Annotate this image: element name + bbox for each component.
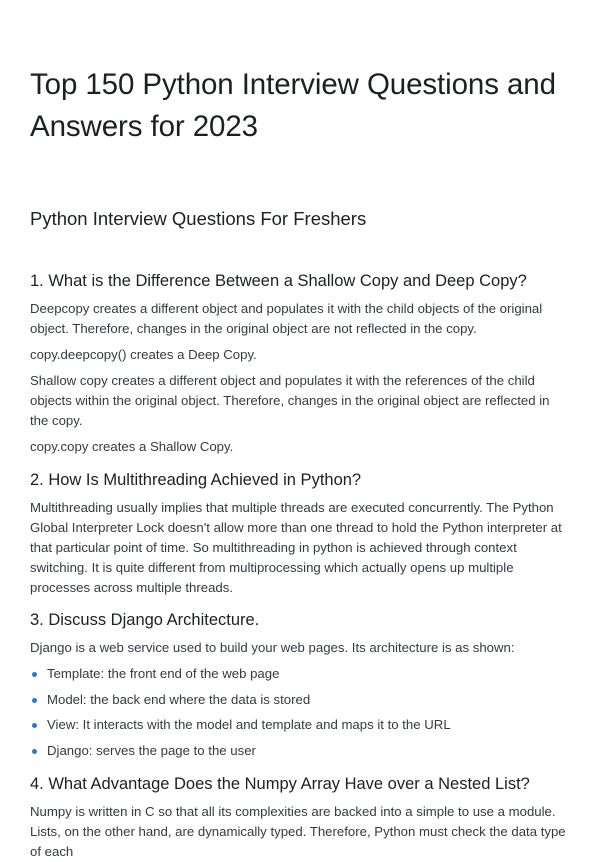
question-heading: 4. What Advantage Does the Numpy Array Have over a Nested List? <box>30 774 530 793</box>
section-subtitle: Python Interview Questions For Freshers <box>30 208 367 229</box>
question-4 <box>30 772 570 862</box>
list-item-text: Model: the back end where the data is stored <box>47 691 311 707</box>
bullet-icon <box>32 672 37 677</box>
answer-paragraph: Shallow copy creates a different object and populates it with the references of the child objects within the original object. Therefore, changes in the original object are reflected in the copy. <box>30 373 550 428</box>
page-title: Top 150 Python Interview Questions and Answers for 2023 <box>30 68 556 143</box>
answer-body <box>30 299 570 457</box>
list-item-text: Django: serves the page to the user <box>47 742 256 758</box>
list-item-text: Template: the front end of the web page <box>47 666 280 681</box>
answer-body <box>30 638 570 658</box>
question-2 <box>30 468 570 598</box>
list-item-text: View: It interacts with the model and template and maps it to the URL <box>47 717 451 732</box>
list-item <box>30 664 570 684</box>
answer-paragraph: copy.deepcopy() creates a Deep Copy. <box>30 347 257 362</box>
answer-paragraph: copy.copy creates a Shallow Copy. <box>30 439 234 454</box>
answer-paragraph: Deepcopy creates a different object and populates it with the child objects of the original object. Therefore, changes in the original object are not reflected in the copy. <box>30 301 543 336</box>
architecture-list <box>30 664 570 761</box>
list-item <box>30 715 570 735</box>
answer-paragraph: Django is a web service used to build your web pages. Its architecture is as shown: <box>30 640 515 655</box>
question-heading: 1. What is the Difference Between a Shallow Copy and Deep Copy? <box>30 272 527 290</box>
list-item <box>30 741 570 761</box>
bullet-icon <box>32 749 37 754</box>
bullet-icon <box>32 723 37 728</box>
answer-paragraph: Multithreading usually implies that multiple threads are executed concurrently. The Python Global Interpreter Lock doesn't allow more than one thread to hold the Python interpreter at that particular point of time. So multithreading in python is achieved through context switching. It is quite different from multiprocessing which actually opens up multiple processes across multiple threads. <box>30 500 562 595</box>
list-item <box>30 690 570 710</box>
question-3 <box>30 608 570 761</box>
answer-body <box>30 498 570 598</box>
question-heading: 3. Discuss Django Architecture. <box>30 611 260 629</box>
answer-body <box>30 802 570 862</box>
question-1 <box>30 269 570 457</box>
bullet-icon <box>32 698 37 703</box>
question-heading: 2. How Is Multithreading Achieved in Python? <box>30 471 362 489</box>
answer-paragraph: Numpy is written in C so that all its complexities are backed into a simple to use a module. Lists, on the other hand, are dynamically typed. Therefore, Python must check the data type of each <box>30 803 566 859</box>
